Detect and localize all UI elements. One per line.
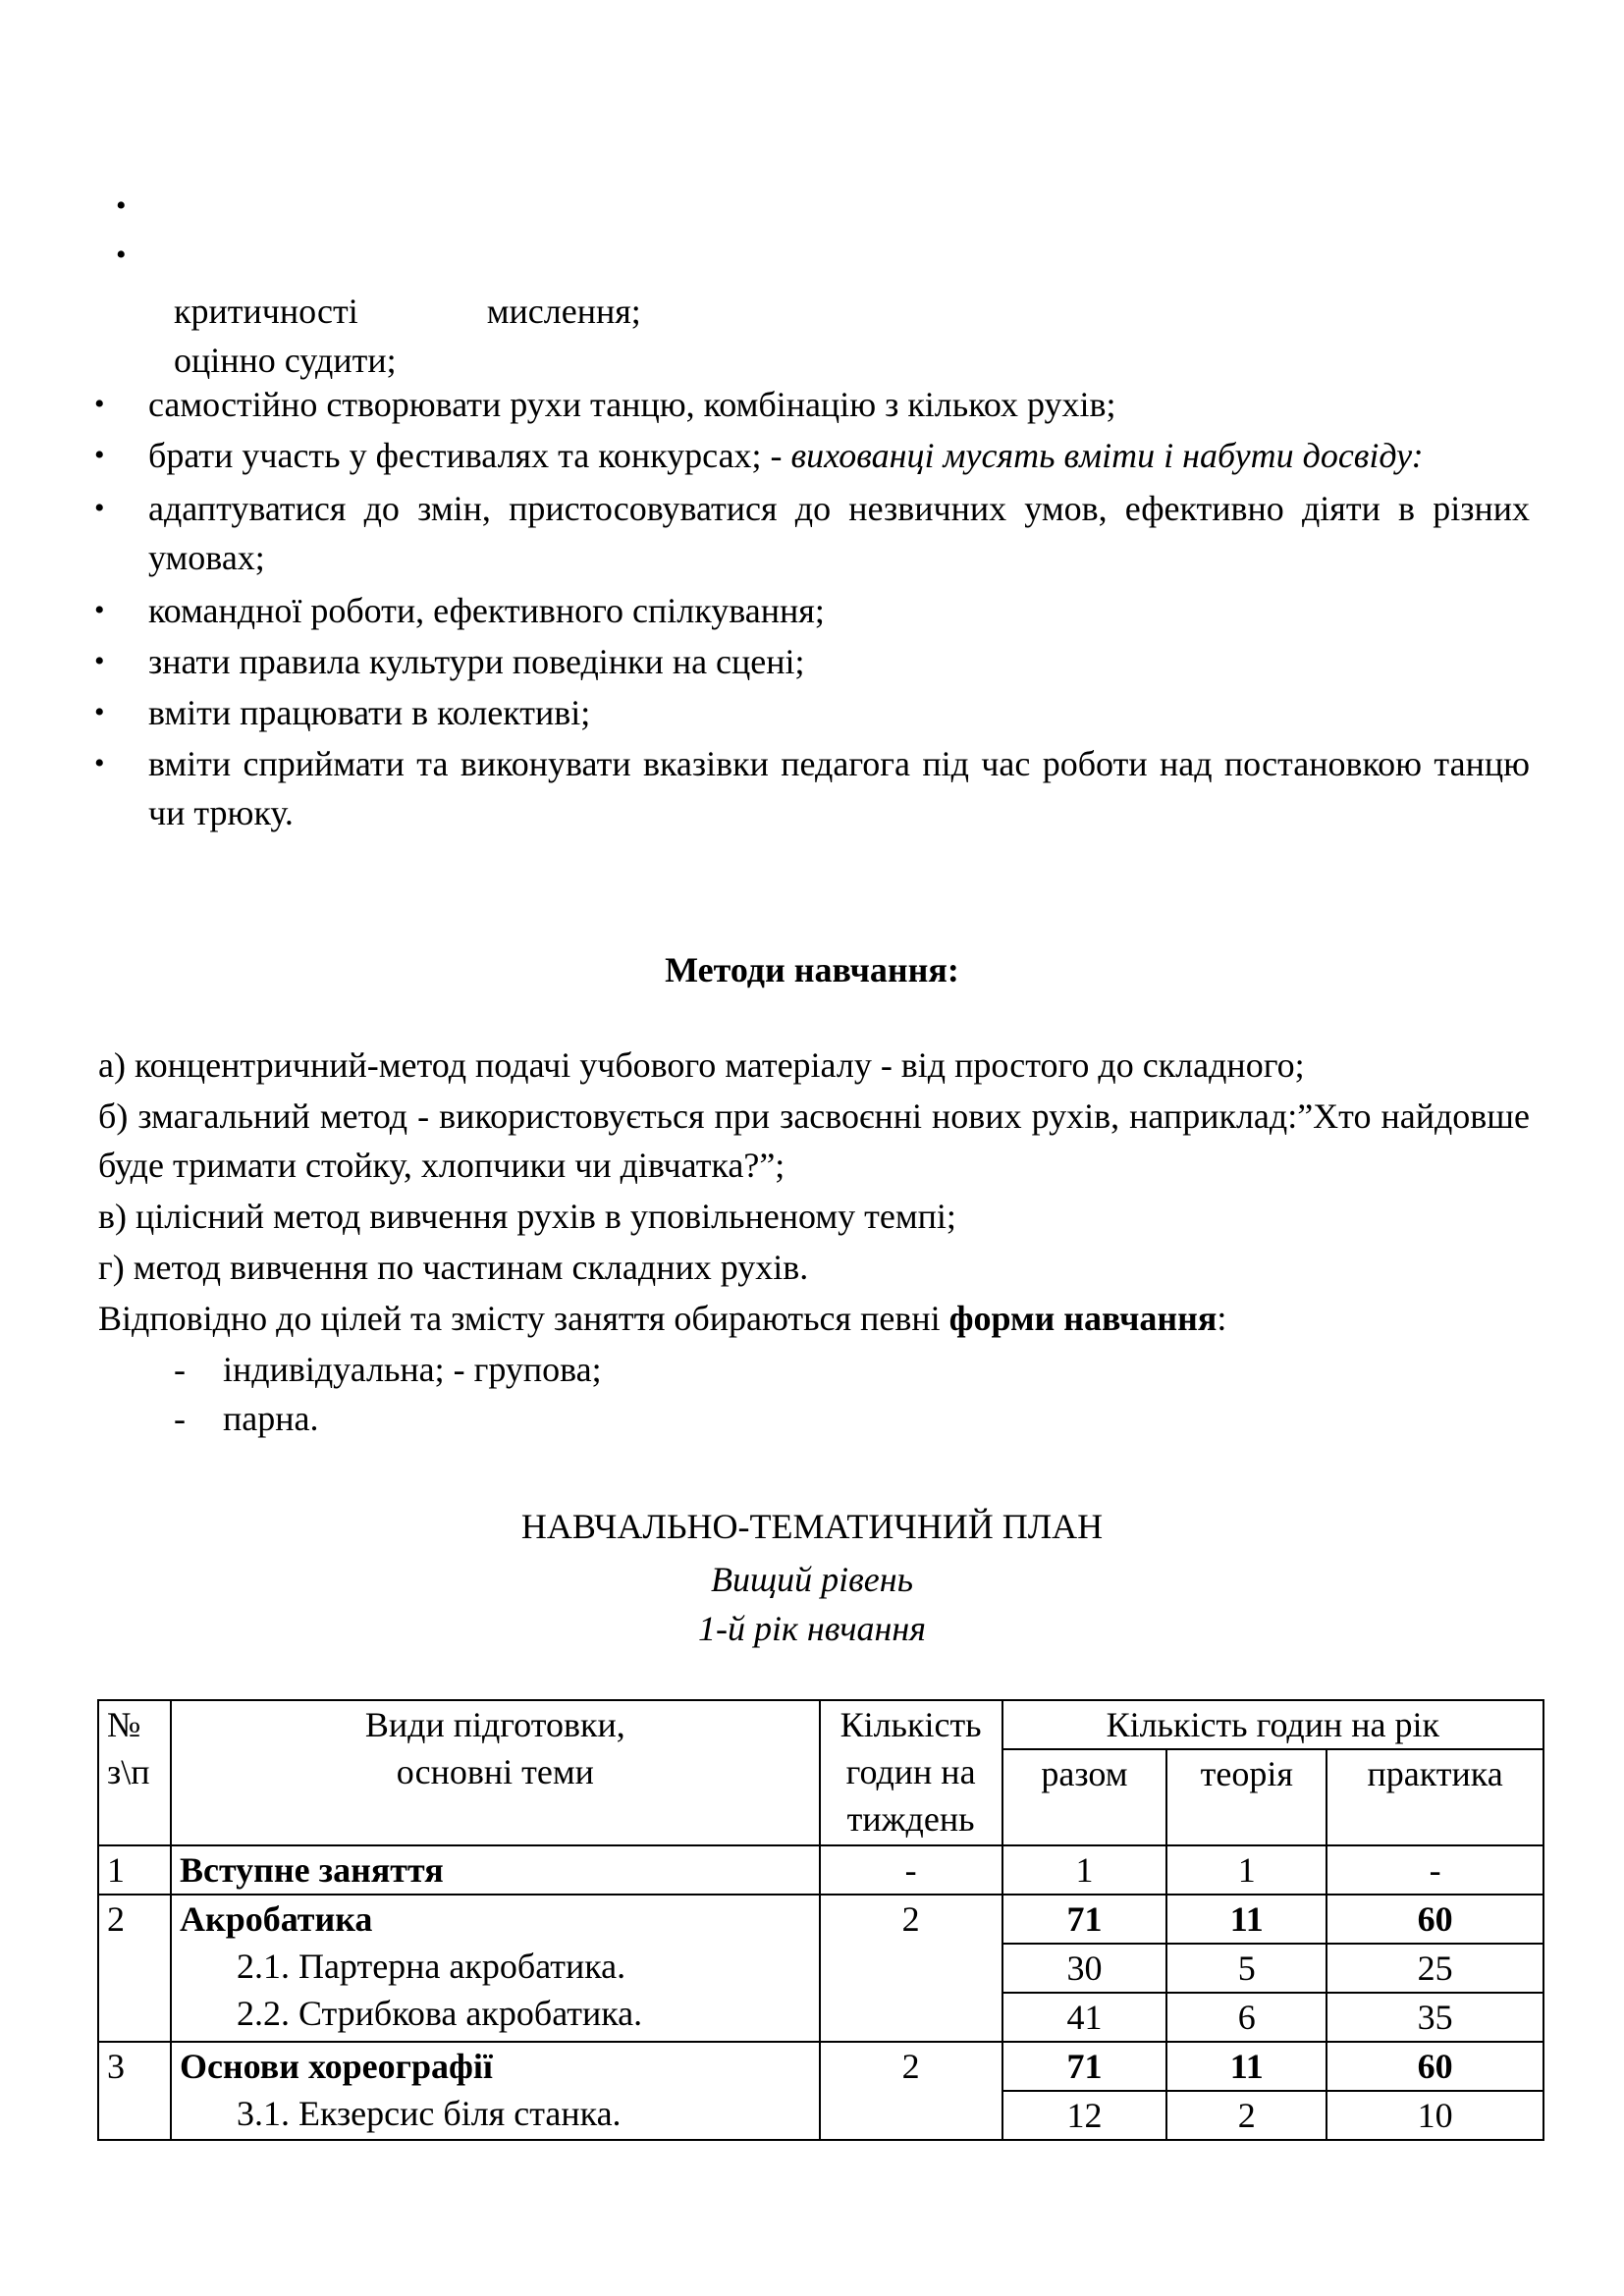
row-subtopic: 3.1. Екзерсис біля станка. <box>236 2094 622 2133</box>
row-theory: 2 <box>1166 2091 1326 2140</box>
row-weekly: 2 <box>820 2042 1002 2140</box>
row-topic: Основи хореографії <box>179 2047 493 2086</box>
row-total: 12 <box>1002 2091 1167 2140</box>
intro-word: мислення; <box>486 292 641 331</box>
row-topic-group <box>171 2042 820 2140</box>
list-item: - парна. <box>98 1394 1530 1443</box>
row-theory: 5 <box>1166 1944 1326 1993</box>
list-item: • знати правила культури поведінки на сцені; <box>98 637 1530 686</box>
list-item: • адаптуватися до змін, пристосовуватися до незвичних умов, ефективно діяти в різних умовах; <box>98 484 1530 582</box>
header-total: разом <box>1002 1749 1167 1845</box>
row-total: 71 <box>1002 2042 1167 2091</box>
table-header-row <box>98 1700 1543 1749</box>
row-theory: 11 <box>1166 2042 1326 2091</box>
method-item: г) метод вивчення по частинам складних рухів. <box>98 1248 809 1287</box>
forms-bold: форми навчання <box>948 1299 1218 1338</box>
forms-list <box>98 1345 1530 1443</box>
list-item: • вміти сприймати та виконувати вказівки педагога під час роботи над постановкою танцю чи трюку. <box>98 739 1530 837</box>
intro-word: критичності <box>174 292 358 331</box>
row-total: 1 <box>1002 1845 1167 1895</box>
table-row <box>98 1845 1543 1895</box>
row-subtopic: 2.2. Стрибкова акробатика. <box>236 1994 643 2033</box>
row-theory: 6 <box>1166 1993 1326 2042</box>
table-row <box>98 2042 1543 2091</box>
header-num: № з\п <box>98 1700 171 1845</box>
row-num: 2 <box>98 1895 171 2042</box>
plan-level: Вищий рівень <box>710 1560 913 1599</box>
header-practice: практика <box>1326 1749 1543 1845</box>
thematic-plan-table <box>97 1699 1544 2141</box>
method-item: а) концентричний-метод подачі учбового матеріалу - від простого до складного; <box>98 1045 1305 1085</box>
header-weekly: Кількість годин на тиждень <box>820 1700 1002 1845</box>
skills-list <box>98 380 1530 839</box>
row-num: 1 <box>98 1845 171 1895</box>
row-practice: - <box>1326 1845 1543 1895</box>
method-item: б) змагальний метод - використовується при засвоєнні нових рухів, наприклад:”Хто найдовше буде тримати стойку, хлопчики чи дівчатка?”; <box>98 1096 1530 1185</box>
plan-title: НАВЧАЛЬНО-ТЕМАТИЧНИЙ ПЛАН <box>520 1507 1104 1546</box>
header-theory: теорія <box>1166 1749 1326 1845</box>
empty-bullet: • <box>116 189 127 222</box>
header-topics: Види підготовки, основні теми <box>171 1700 820 1845</box>
list-item: • вміти працювати в колективі; <box>98 688 1530 737</box>
row-subtopic: 2.1. Партерна акробатика. <box>236 1947 626 1986</box>
intro-line <box>174 287 641 336</box>
row-total: 41 <box>1002 1993 1167 2042</box>
row-practice: 25 <box>1326 1944 1543 1993</box>
row-topic: Вступне заняття <box>171 1845 820 1895</box>
row-weekly: 2 <box>820 1895 1002 2042</box>
list-item: • самостійно створювати рухи танцю, комбінацію з кількох рухів; <box>98 380 1530 429</box>
methods-heading: Методи навчання: <box>665 950 959 989</box>
header-yearly: Кількість годин на рік <box>1002 1700 1543 1749</box>
row-practice: 35 <box>1326 1993 1543 2042</box>
row-theory: 1 <box>1166 1845 1326 1895</box>
row-total: 71 <box>1002 1895 1167 1944</box>
row-practice: 60 <box>1326 2042 1543 2091</box>
list-item: - індивідуальна; - групова; <box>98 1345 1530 1394</box>
row-num: 3 <box>98 2042 171 2140</box>
forms-line: Відповідно до цілей та змісту заняття обираються певні форми навчання: <box>98 1299 1227 1338</box>
table-row <box>98 1895 1543 1944</box>
row-practice: 10 <box>1326 2091 1543 2140</box>
plan-year: 1-й рік нвчання <box>698 1609 926 1648</box>
row-total: 30 <box>1002 1944 1167 1993</box>
row-weekly: - <box>820 1845 1002 1895</box>
empty-bullet: • <box>116 239 127 271</box>
row-topic-group <box>171 1895 820 2042</box>
row-practice: 60 <box>1326 1895 1543 1944</box>
intro-line: оцінно судити; <box>174 341 397 380</box>
italic-note: вихованці мусять вміти і набути досвіду: <box>790 436 1424 475</box>
methods-section <box>98 1041 1530 1443</box>
list-item: • брати участь у фестивалях та конкурсах; - вихованці мусять вміти і набути досвіду: <box>98 431 1530 480</box>
row-topic: Акробатика <box>179 1899 373 1939</box>
row-theory: 11 <box>1166 1895 1326 1944</box>
list-item: • командної роботи, ефективного спілкування; <box>98 586 1530 635</box>
method-item: в) цілісний метод вивчення рухів в уповільненому темпі; <box>98 1197 956 1236</box>
